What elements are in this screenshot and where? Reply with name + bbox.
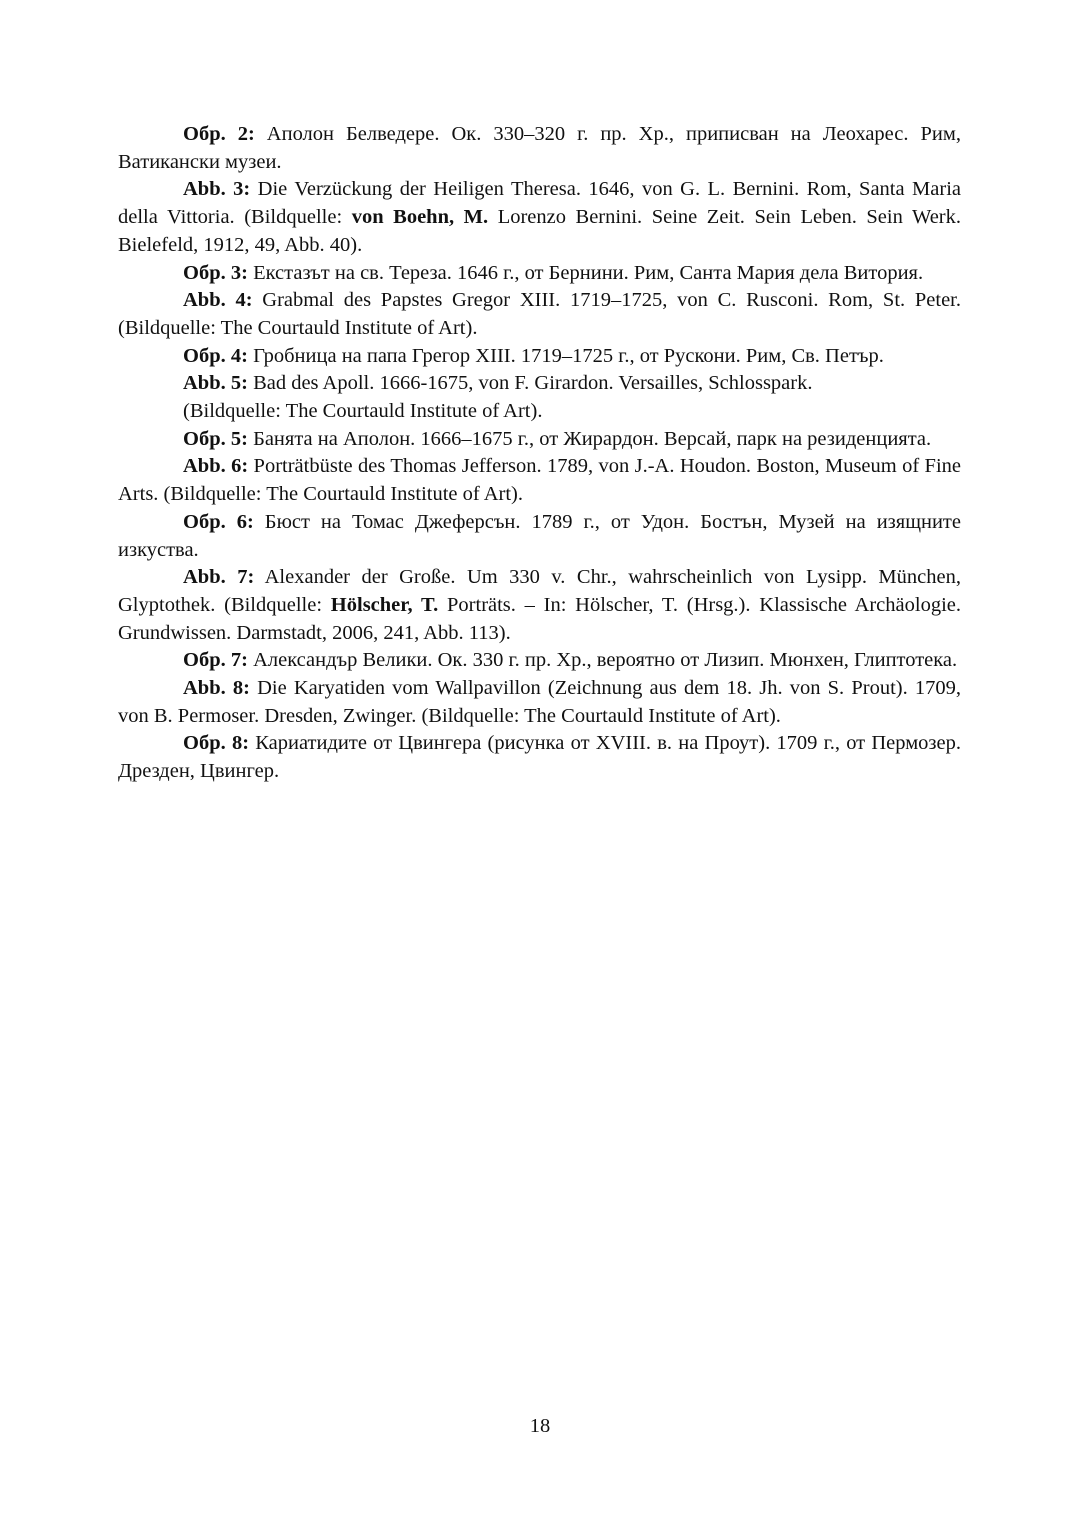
figure-captions-list	[118, 121, 961, 786]
caption-label: Abb. 4:	[183, 289, 253, 312]
caption-text: Die Verzückung der Heiligen Theresa. 1646, von G. L. Bernini. Rom, Santa Maria della Vittoria. (Bildquelle:	[118, 178, 961, 229]
caption-text: Porträtbüste des Thomas Jefferson. 1789, von J.-A. Houdon. Boston, Museum of Fine Arts. (Bildquelle: The Courtauld Institute of Art).	[118, 455, 961, 506]
caption-text: Кариатидите от Цвингера (рисунка от XVIII. в. на Проут). 1709 г., от Пермозер. Дрезден, Цвингер.	[118, 732, 961, 783]
caption-text: Grabmal des Papstes Gregor XIII. 1719–1725, von C. Rusconi. Rom, St. Peter.(Bildquelle: The Courtauld Institute of Art).	[118, 289, 961, 339]
caption-paragraph	[118, 509, 961, 564]
caption-paragraph	[118, 453, 961, 508]
caption-text: (Bildquelle: The Courtauld Institute of Art).	[183, 400, 543, 423]
caption-text: Porträts. – In: Hölscher, T. (Hrsg.). Klassische Archäologie. Grundwissen. Darmstadt, 2006, 241, Abb. 113).	[118, 593, 961, 644]
caption-label: Обр. 7:	[183, 649, 248, 672]
caption-paragraph	[118, 675, 961, 730]
caption-paragraph	[118, 564, 961, 647]
caption-text: Гробница на папа Грегор XIII. 1719–1725 г., от Рускони. Рим, Св. Петър.	[247, 344, 884, 367]
caption-label: Abb. 6:	[183, 455, 249, 478]
caption-paragraph	[118, 730, 961, 785]
caption-label: Abb. 5:	[183, 372, 248, 395]
caption-author: von Boehn, M.	[351, 206, 489, 229]
caption-text: Lorenzo Bernini. Seine Zeit. Sein Leben. Sein Werk. Bielefeld, 1912, 49, Abb. 40).	[118, 206, 962, 256]
caption-paragraph	[118, 370, 961, 398]
caption-label: Abb. 3:	[183, 178, 251, 201]
caption-label: Обр. 3:	[183, 261, 248, 284]
caption-label: Обр. 5:	[183, 427, 248, 450]
caption-paragraph	[118, 287, 961, 342]
caption-paragraph	[118, 260, 961, 288]
caption-label: Abb. 7:	[183, 566, 255, 589]
caption-text: Die Karyatiden vom Wallpavillon (Zeichnung aus dem 18. Jh. von S. Prout). 1709, von B. Permoser. Dresden, Zwinger. (Bildquelle: The Courtauld Institute of Art).	[118, 677, 961, 727]
caption-text: Bad des Apoll. 1666-1675, von F. Girardon. Versailles, Schlosspark.	[247, 372, 813, 395]
caption-text: Alexander der Große. Um 330 v. Chr., wahrscheinlich von Lysipp. München, Glyptothek. (Bildquelle:	[118, 566, 961, 616]
page-number: 18	[529, 1415, 551, 1437]
caption-paragraph	[118, 176, 961, 259]
caption-text: Екстазът на св. Тереза. 1646 г., от Бернини. Рим, Санта Мария дела Витория.	[247, 261, 924, 284]
caption-paragraph	[118, 398, 961, 426]
caption-text: Александър Велики. Ок. 330 г. пр. Хр., вероятно от Лизип. Мюнхен, Глиптотека.	[247, 649, 958, 672]
caption-author: Hölscher, T.	[330, 593, 439, 616]
caption-paragraph	[118, 647, 961, 675]
caption-label: Обр. 6:	[183, 510, 254, 533]
caption-text: Банята на Аполон. 1666–1675 г., от Жирардон. Версай, парк на резиденцията.	[247, 427, 932, 450]
caption-paragraph	[118, 121, 961, 176]
caption-text: Бюст на Томас Джеферсън. 1789 г., от Удон. Бостън, Музей на изящните изкуства.	[118, 510, 961, 561]
caption-label: Обр. 8:	[183, 732, 250, 755]
caption-paragraph	[118, 343, 961, 371]
caption-label: Обр. 2:	[183, 123, 255, 145]
caption-paragraph	[118, 426, 961, 454]
caption-label: Обр. 4:	[183, 344, 248, 367]
caption-text: Аполон Белведере. Ок. 330–320 г. пр. Хр., приписван на Леохарес. Рим, Ватикански музеи.	[118, 123, 961, 173]
caption-label: Abb. 8:	[183, 677, 250, 700]
